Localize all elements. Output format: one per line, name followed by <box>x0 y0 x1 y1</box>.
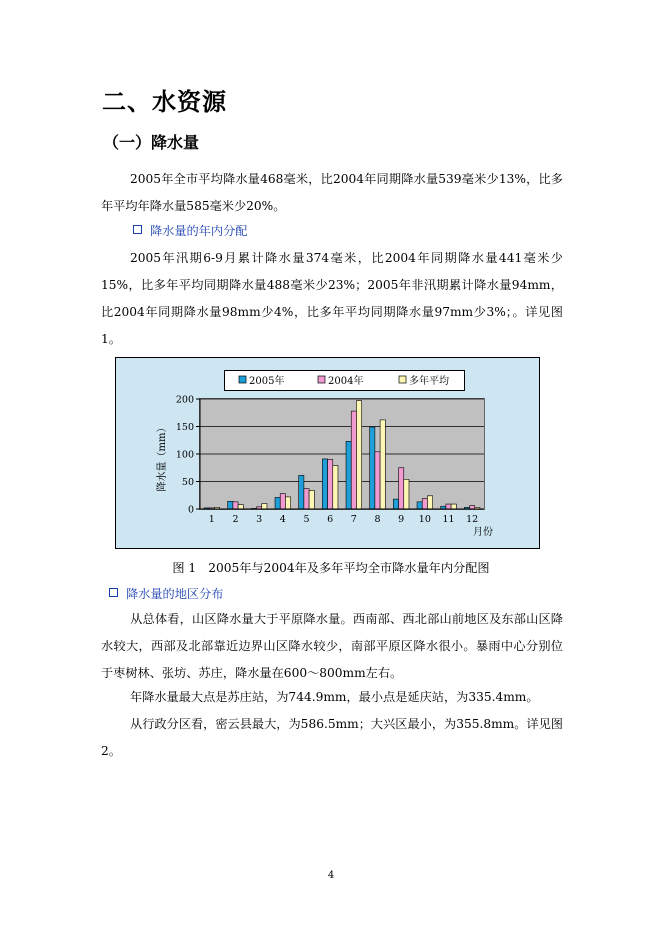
y-tick-label: 150 <box>175 422 194 433</box>
figure-caption-text: 2005年与2004年及多年平均全市降水量年内分配图 <box>208 561 490 575</box>
square-bullet-icon <box>133 225 142 234</box>
bar <box>299 475 304 509</box>
bar <box>280 494 285 509</box>
page-title: 二、水资源 <box>102 88 227 116</box>
bar <box>233 502 238 509</box>
bar <box>356 401 361 509</box>
bar <box>375 452 380 509</box>
paragraph-flood-season <box>101 245 563 353</box>
x-tick-label: 2 <box>232 514 239 525</box>
bar <box>404 479 409 509</box>
figure-label: 图 1 <box>172 561 197 575</box>
bar <box>380 420 385 509</box>
paragraph-extremes-text: 年降水量最大点是苏庄站，为744.9mm，最小点是延庆站，为335.4mm。 <box>130 690 539 704</box>
precipitation-chart <box>115 357 540 549</box>
bar <box>446 504 451 509</box>
bar <box>370 427 375 509</box>
x-tick-label: 3 <box>256 514 263 525</box>
bar <box>427 496 432 509</box>
section-spatial-label: 降水量的地区分布 <box>126 587 224 601</box>
bar <box>238 505 243 509</box>
section-intra-annual-label: 降水量的年内分配 <box>150 224 248 238</box>
x-tick-label: 4 <box>279 514 286 525</box>
bar <box>451 504 456 509</box>
x-tick-label: 8 <box>374 514 381 525</box>
legend-swatch <box>318 376 325 383</box>
legend-swatch <box>239 376 246 383</box>
square-bullet-icon <box>109 588 118 597</box>
x-tick-label: 6 <box>327 514 334 525</box>
bar <box>417 502 422 509</box>
y-tick-label: 50 <box>181 477 194 488</box>
y-tick-label: 100 <box>175 449 194 461</box>
bar <box>285 497 290 509</box>
section-intra-annual <box>133 222 248 239</box>
bar <box>275 497 280 509</box>
paragraph-spatial-text: 从总体看，山区降水量大于平原降水量。西南部、西北部山前地区及东部山区降水较大，西部及北部靠近边界山区降水较少，南部平原区降水很小。暴雨中心分别位于枣树林、张坊、苏庄，降水量在600～800mm左右。 <box>101 612 563 680</box>
bar <box>351 411 356 509</box>
legend-label: 多年平均 <box>409 376 449 387</box>
section-spatial <box>109 585 224 602</box>
figure-caption <box>0 559 662 576</box>
paragraph-spatial <box>101 606 563 687</box>
paragraph-districts <box>101 711 563 765</box>
x-tick-label: 5 <box>303 514 310 525</box>
bar <box>333 466 338 509</box>
bar <box>393 499 398 509</box>
paragraph-annual-text: 2005年全市平均降水量468毫米，比2004年同期降水量539毫米少13%，比多年平均年降水量585毫米少20%。 <box>101 172 563 213</box>
page-number: 4 <box>327 870 335 881</box>
legend-label: 2004年 <box>328 376 364 387</box>
paragraph-flood-season-text: 2005年汛期6-9月累计降水量374毫米，比2004年同期降水量441毫米少15%，比多年平均同期降水量488毫米少23%；2005年非汛期累计降水量94mm，比2004年同期降水量98mm少4%，比多年平均同期降水量97mm少3%；。详见图1。 <box>101 251 563 346</box>
paragraph-extremes <box>101 684 563 711</box>
x-axis-label: 月份 <box>473 527 493 538</box>
bar <box>322 459 327 509</box>
section-heading: （一）降水量 <box>103 133 200 152</box>
paragraph-annual <box>101 166 563 220</box>
paragraph-districts-text: 从行政分区看，密云县最大，为586.5mm；大兴区最小，为355.8mm。详见图2。 <box>101 717 563 758</box>
x-tick-label: 10 <box>418 514 431 525</box>
x-tick-label: 1 <box>208 514 215 525</box>
legend-swatch <box>399 376 406 383</box>
bar <box>422 499 427 509</box>
bar <box>262 504 267 510</box>
bar <box>228 501 233 509</box>
bar <box>304 489 309 509</box>
legend <box>225 371 465 391</box>
x-tick-label: 11 <box>442 514 455 525</box>
x-tick-label: 7 <box>350 514 357 525</box>
x-tick-label: 12 <box>466 514 479 525</box>
y-tick-label: 200 <box>175 394 194 406</box>
bar <box>309 490 314 509</box>
bar <box>328 460 333 510</box>
legend-label: 2005年 <box>249 376 285 387</box>
x-tick-label: 9 <box>398 514 405 525</box>
y-tick-label: 0 <box>187 504 194 516</box>
bar <box>346 441 351 509</box>
bar <box>399 468 404 509</box>
y-axis-label: 降水量（mm） <box>157 422 168 492</box>
